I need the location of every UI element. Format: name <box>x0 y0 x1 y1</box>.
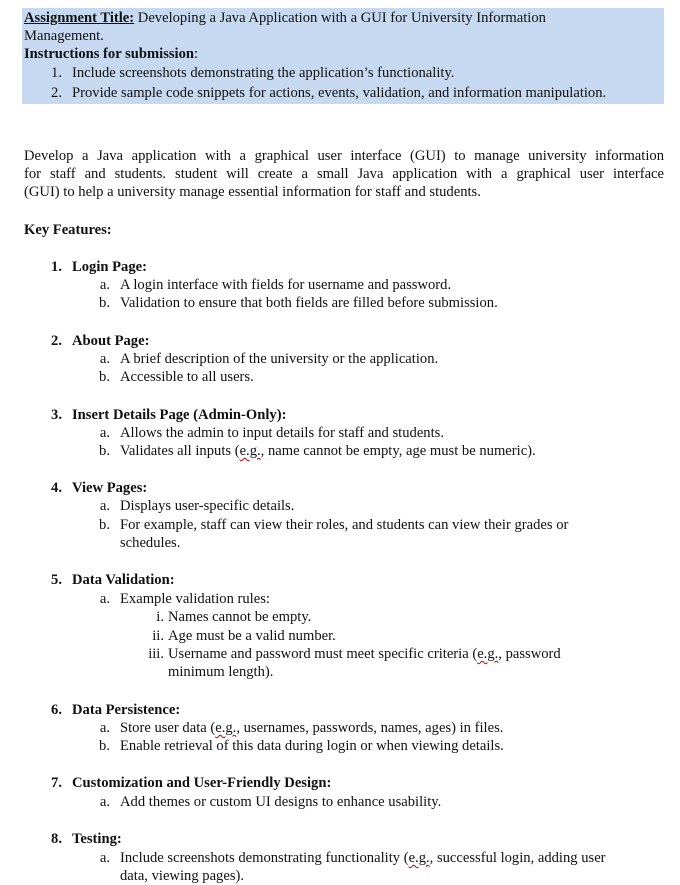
key-features-heading: Key Features: <box>24 222 112 238</box>
sub-item-letter: b. <box>99 369 110 385</box>
intro-line: for staff and students. student will create a small Java application with a graphical user interface <box>24 166 664 182</box>
sub-item-text: A brief description of the university or the application. <box>120 351 439 367</box>
sub-item-text: Accessible to all users. <box>120 369 254 385</box>
feature-title-customization: Customization and User-Friendly Design: <box>72 775 332 791</box>
text-segment: Username and password must meet specific criteria ( <box>168 646 478 662</box>
feature-title-login: Login Page: <box>72 259 147 275</box>
text-segment: , name cannot be empty, age must be numeric). <box>260 443 536 459</box>
sub-item-letter: a. <box>99 591 110 607</box>
instruction-number: 1. <box>51 65 62 81</box>
sub-item-text: Example validation rules: <box>120 591 270 607</box>
roman-item-text: Names cannot be empty. <box>168 609 312 625</box>
sub-item-letter: a. <box>99 850 110 866</box>
sub-item-text-cont: data, viewing pages). <box>120 868 245 884</box>
assignment-title-text: Developing a Java Application with a GUI for University Information <box>134 10 546 26</box>
feature-title-about: About Page: <box>72 333 150 349</box>
assignment-title-line <box>24 9 546 27</box>
sub-item-letter: b. <box>99 295 110 311</box>
sub-item-text: Allows the admin to input details for staff and students. <box>120 425 444 441</box>
sub-item-text: A login interface with fields for username and password. <box>120 277 452 293</box>
sub-item-text: Displays user-specific details. <box>120 498 295 514</box>
instruction-number: 2. <box>51 85 62 101</box>
sub-item-letter: b. <box>99 517 110 533</box>
sub-item-text: For example, staff can view their roles, and students can view their grades or <box>120 517 569 533</box>
feature-number: 4. <box>51 480 62 496</box>
eg-abbrev: e.g. <box>215 720 237 736</box>
eg-abbrev: e.g. <box>477 646 499 662</box>
sub-item-letter: a. <box>99 277 110 293</box>
text-segment: Validates all inputs ( <box>120 443 240 459</box>
feature-number: 3. <box>51 407 62 423</box>
feature-title-view-pages: View Pages: <box>72 480 148 496</box>
sub-item-letter: a. <box>99 720 110 736</box>
text-segment: , password <box>498 646 561 662</box>
assignment-title-label: Assignment Title: <box>24 10 135 26</box>
sub-item-text: Validation to ensure that both fields are filled before submission. <box>120 295 498 311</box>
sub-item-letter: a. <box>99 498 110 514</box>
sub-item-text: Add themes or custom UI designs to enhance usability. <box>120 794 442 810</box>
assignment-title-line-2: Management. <box>24 28 104 44</box>
sub-item-letter: b. <box>99 443 110 459</box>
feature-title-data-persistence: Data Persistence: <box>72 702 181 718</box>
eg-abbrev: e.g. <box>239 443 261 459</box>
feature-title-insert-details: Insert Details Page (Admin-Only): <box>72 407 287 423</box>
feature-title-data-validation: Data Validation: <box>72 572 175 588</box>
sub-item-letter: a. <box>99 794 110 810</box>
roman-number: iii. <box>148 646 164 662</box>
sub-item-text <box>120 442 536 460</box>
feature-number: 5. <box>51 572 62 588</box>
feature-number: 1. <box>51 259 62 275</box>
sub-item-text <box>120 849 606 867</box>
sub-item-text: Enable retrieval of this data during login or when viewing details. <box>120 738 504 754</box>
roman-number: ii. <box>152 628 164 644</box>
feature-number: 6. <box>51 702 62 718</box>
instructions-colon: : <box>194 46 199 62</box>
instructions-heading <box>24 45 198 63</box>
sub-item-letter: a. <box>99 351 110 367</box>
sub-item-letter: a. <box>99 425 110 441</box>
eg-abbrev: e.g. <box>408 850 430 866</box>
feature-title-testing: Testing: <box>72 831 122 847</box>
text-segment: Include screenshots demonstrating functionality ( <box>120 850 409 866</box>
instruction-item: Provide sample code snippets for actions, events, validation, and information manipulation. <box>72 85 607 101</box>
feature-number: 7. <box>51 775 62 791</box>
text-segment: , successful login, adding user <box>429 850 606 866</box>
text-segment: , usernames, passwords, names, ages) in files. <box>236 720 504 736</box>
intro-line: Develop a Java application with a graphical user interface (GUI) to manage university information <box>24 148 664 164</box>
feature-number: 2. <box>51 333 62 349</box>
instructions-label: Instructions for submission <box>24 46 195 62</box>
sub-item-text <box>120 719 503 737</box>
sub-item-letter: b. <box>99 738 110 754</box>
feature-number: 8. <box>51 831 62 847</box>
text-segment: Store user data ( <box>120 720 216 736</box>
roman-item-text-cont: minimum length). <box>168 664 274 680</box>
roman-item-text <box>168 645 561 663</box>
roman-item-text: Age must be a valid number. <box>168 628 336 644</box>
roman-number: i. <box>156 609 164 625</box>
intro-line: (GUI) to help a university manage essential information for staff and students. <box>24 184 481 200</box>
instruction-item: Include screenshots demonstrating the application’s functionality. <box>72 65 455 81</box>
sub-item-text-cont: schedules. <box>120 535 181 551</box>
